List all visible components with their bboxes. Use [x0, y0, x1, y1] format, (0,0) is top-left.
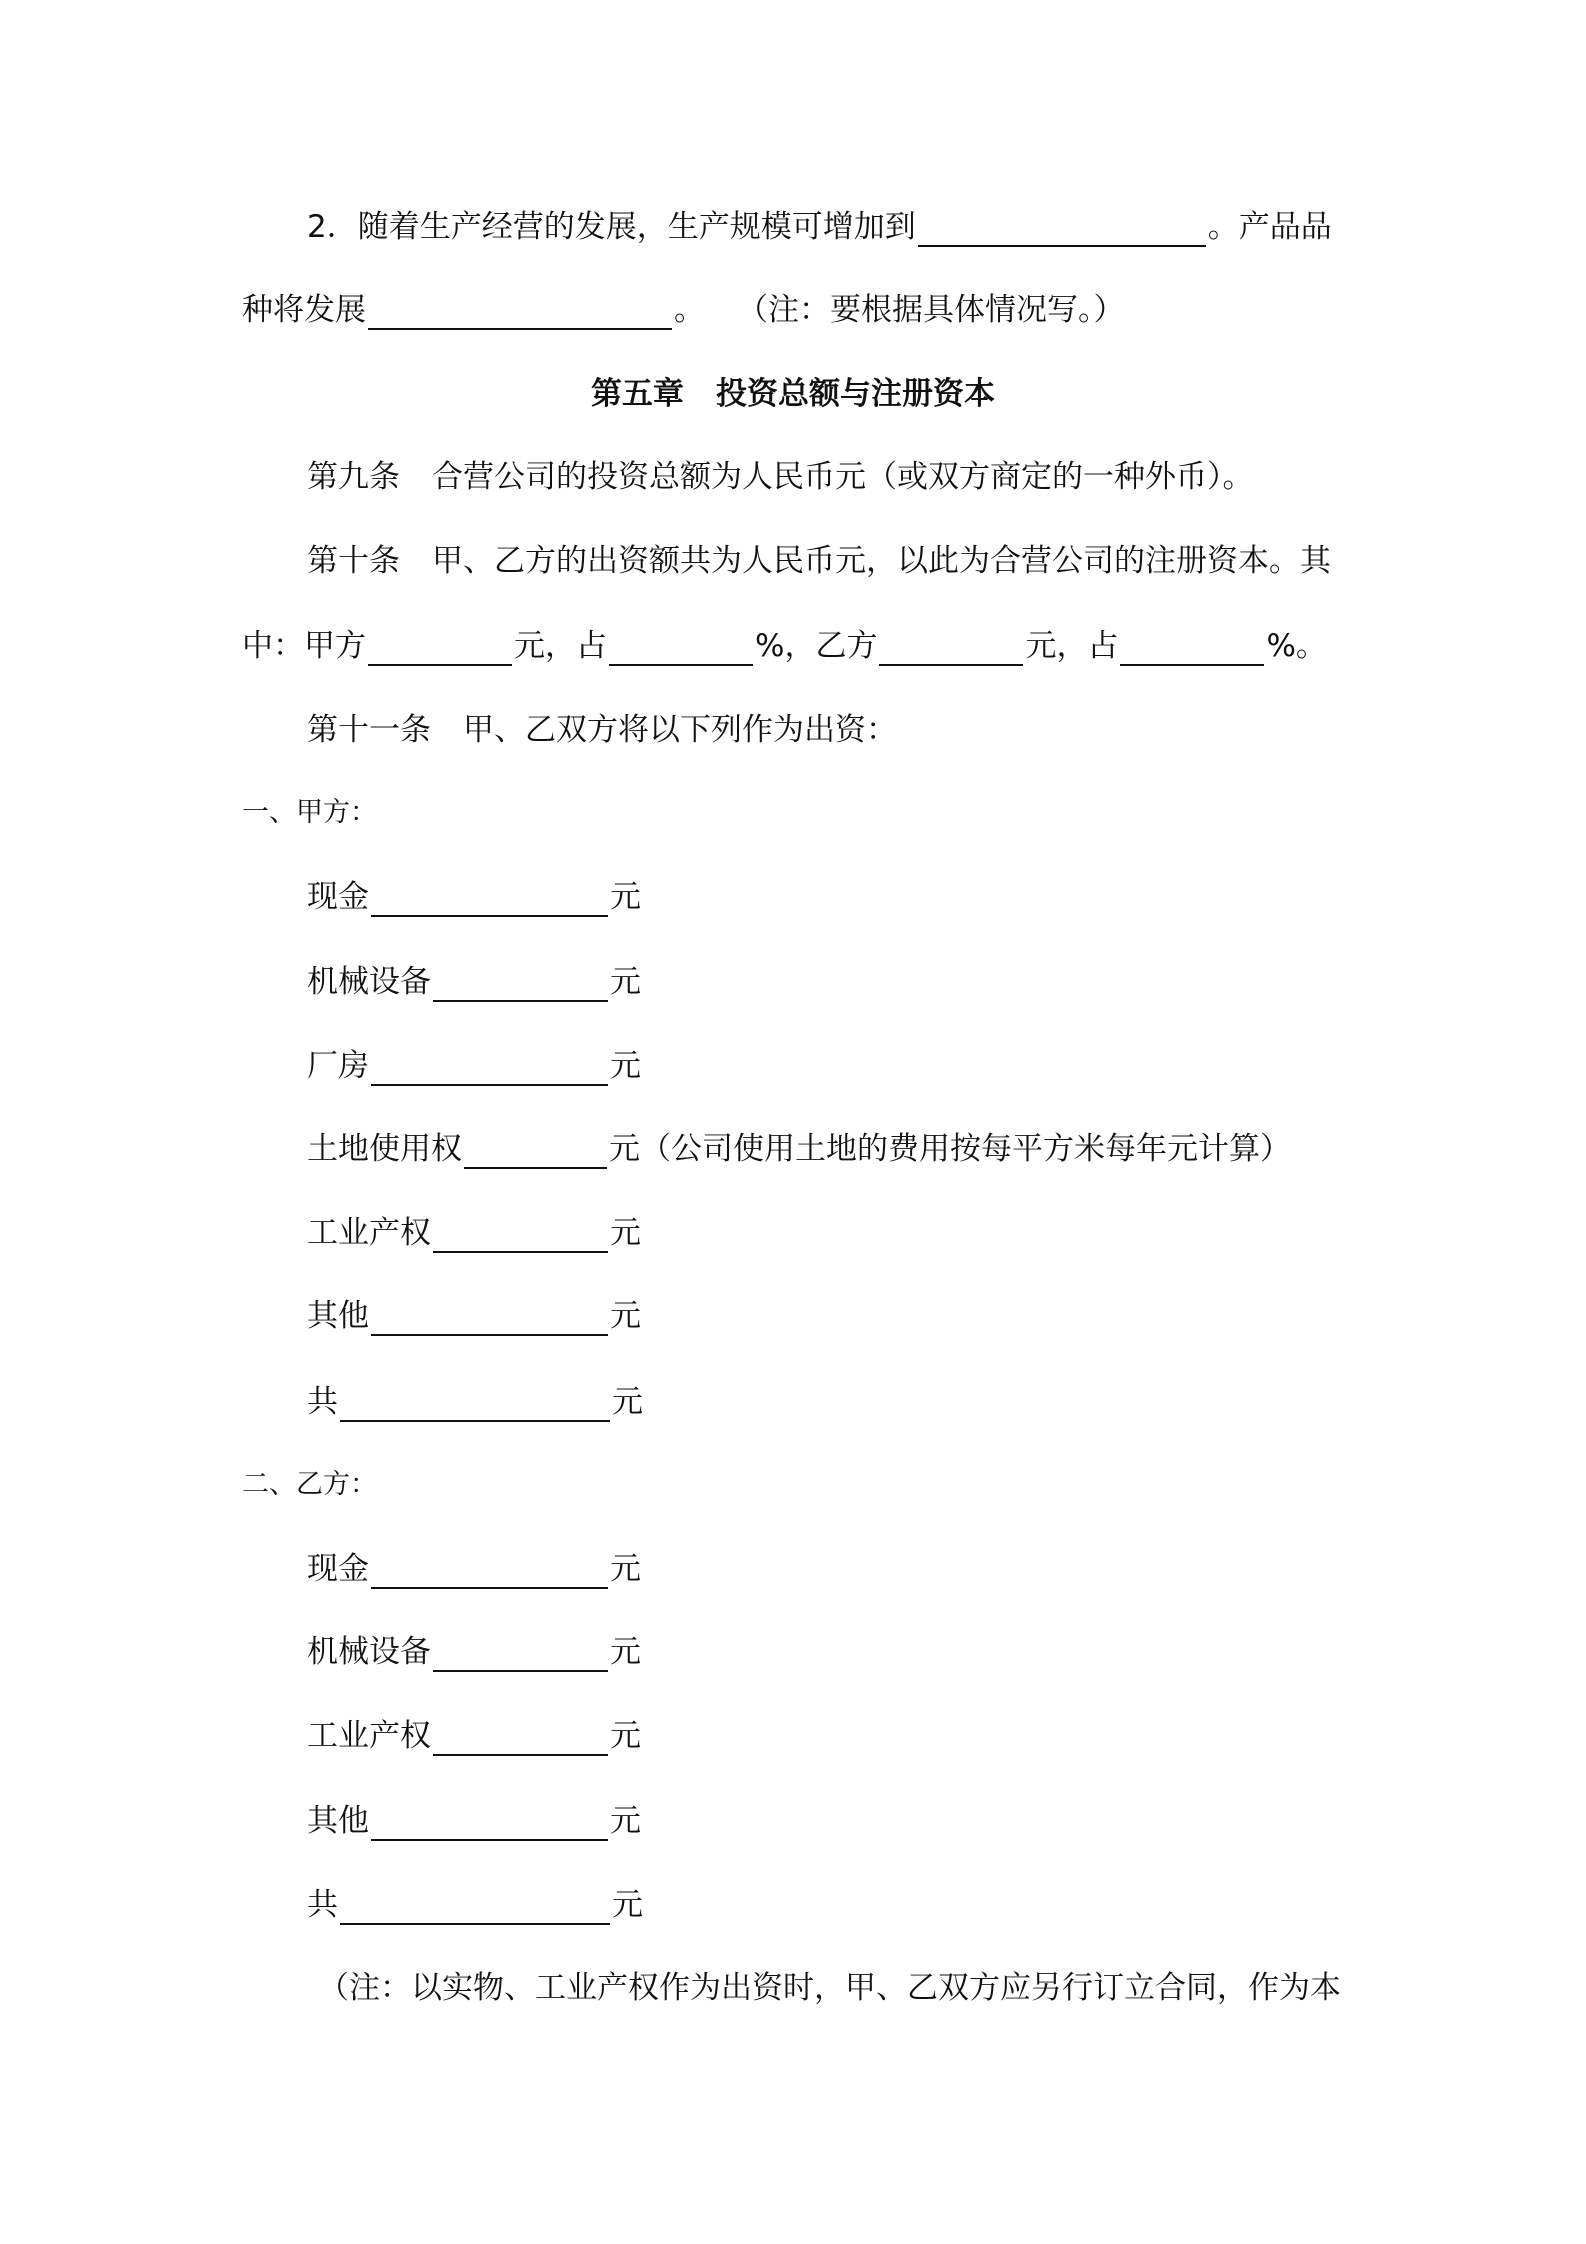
- contribution-item: [307, 1632, 641, 1672]
- item-label: 其他: [307, 1803, 369, 1839]
- article-text: 甲、乙方的出资额共为人民币元，以此为合营公司的注册资本。其: [432, 543, 1331, 579]
- item-label: 工业产权: [307, 1215, 431, 1251]
- text: %。: [1266, 628, 1327, 664]
- amount-blank[interactable]: [433, 1217, 608, 1253]
- contribution-item: [307, 877, 641, 917]
- note: （注：要根据具体情况写。）: [737, 292, 1125, 328]
- item-unit: 元: [610, 1718, 641, 1754]
- amount-blank[interactable]: [340, 1386, 610, 1422]
- text: 。: [674, 292, 705, 328]
- amount-blank[interactable]: [371, 1050, 608, 1086]
- contribution-item: [307, 1129, 1291, 1169]
- chapter-name: 投资总额与注册资本: [716, 376, 995, 412]
- para-2-line-1: [307, 207, 1332, 247]
- amount-blank[interactable]: [371, 1300, 608, 1336]
- contribution-item: [307, 1296, 641, 1336]
- item-unit: 元: [610, 1803, 641, 1839]
- contribution-item: [307, 1885, 643, 1925]
- party-b-amount-blank[interactable]: [879, 630, 1023, 666]
- item-label: 共: [307, 1384, 338, 1420]
- item-unit: 元: [610, 879, 641, 915]
- item-unit: 元: [610, 1634, 641, 1670]
- party-a-heading: [242, 793, 377, 833]
- article-label: 第十条: [307, 543, 400, 579]
- text: 元，占: [514, 628, 607, 664]
- item-unit: 元: [612, 1384, 643, 1420]
- item-unit: 元: [610, 1215, 641, 1251]
- amount-blank[interactable]: [371, 1805, 608, 1841]
- chapter-number: 第五章: [591, 376, 684, 412]
- text: 2．随着生产经营的发展，生产规模可增加到: [307, 209, 916, 245]
- amount-blank[interactable]: [433, 1720, 608, 1756]
- party-b-percent-blank[interactable]: [1120, 630, 1264, 666]
- article-text: 合营公司的投资总额为人民币元（或双方商定的一种外币）。: [432, 459, 1254, 495]
- heading: 一、甲方：: [242, 797, 377, 828]
- article-label: 第九条: [307, 459, 400, 495]
- party-b-heading: [242, 1465, 377, 1505]
- item-label: 机械设备: [307, 964, 431, 1000]
- item-label: 土地使用权: [307, 1131, 462, 1167]
- item-label: 现金: [307, 879, 369, 915]
- item-label: 厂房: [307, 1048, 369, 1084]
- contribution-item: [307, 1716, 641, 1756]
- item-unit: 元: [612, 1887, 643, 1923]
- contribution-item: [307, 1382, 643, 1422]
- article-10-line-2: [242, 626, 1327, 666]
- final-note: [318, 1968, 1341, 2008]
- amount-blank[interactable]: [464, 1133, 607, 1169]
- para-2-line-2: [242, 290, 1125, 330]
- item-unit: 元: [610, 1048, 641, 1084]
- party-a-amount-blank[interactable]: [368, 630, 512, 666]
- text: 中：甲方: [242, 628, 366, 664]
- item-unit: 元（公司使用土地的费用按每平方米每年元计算）: [609, 1131, 1291, 1167]
- item-unit: 元: [610, 964, 641, 1000]
- item-label: 共: [307, 1887, 338, 1923]
- amount-blank[interactable]: [371, 1553, 608, 1589]
- contribution-item: [307, 1213, 641, 1253]
- article-text: 甲、乙双方将以下列作为出资：: [463, 712, 897, 748]
- article-9: [307, 457, 1254, 497]
- contribution-item: [307, 1549, 641, 1589]
- text: 元，占: [1025, 628, 1119, 664]
- item-label: 机械设备: [307, 1634, 431, 1670]
- article-label: 第十一条: [307, 712, 431, 748]
- amount-blank[interactable]: [433, 966, 608, 1002]
- note: （注：以实物、工业产权作为出资时，甲、乙双方应另行订立合同，作为本: [318, 1970, 1341, 2006]
- contribution-item: [307, 1801, 641, 1841]
- article-10-line-1: [307, 541, 1331, 581]
- contribution-item: [307, 1046, 641, 1086]
- text: 。产品品: [1207, 209, 1332, 245]
- item-unit: 元: [610, 1551, 641, 1587]
- text: %，乙方: [755, 628, 878, 664]
- text: 种将发展: [242, 292, 366, 328]
- amount-blank[interactable]: [371, 881, 608, 917]
- item-label: 工业产权: [307, 1718, 431, 1754]
- chapter-title: [0, 374, 1586, 414]
- scale-blank[interactable]: [918, 211, 1206, 247]
- article-11: [307, 710, 897, 750]
- party-a-percent-blank[interactable]: [609, 630, 753, 666]
- item-label: 现金: [307, 1551, 369, 1587]
- heading: 二、乙方：: [242, 1469, 377, 1500]
- amount-blank[interactable]: [340, 1889, 610, 1925]
- item-unit: 元: [610, 1298, 641, 1334]
- amount-blank[interactable]: [433, 1636, 608, 1672]
- product-blank[interactable]: [368, 294, 672, 330]
- item-label: 其他: [307, 1298, 369, 1334]
- contribution-item: [307, 962, 641, 1002]
